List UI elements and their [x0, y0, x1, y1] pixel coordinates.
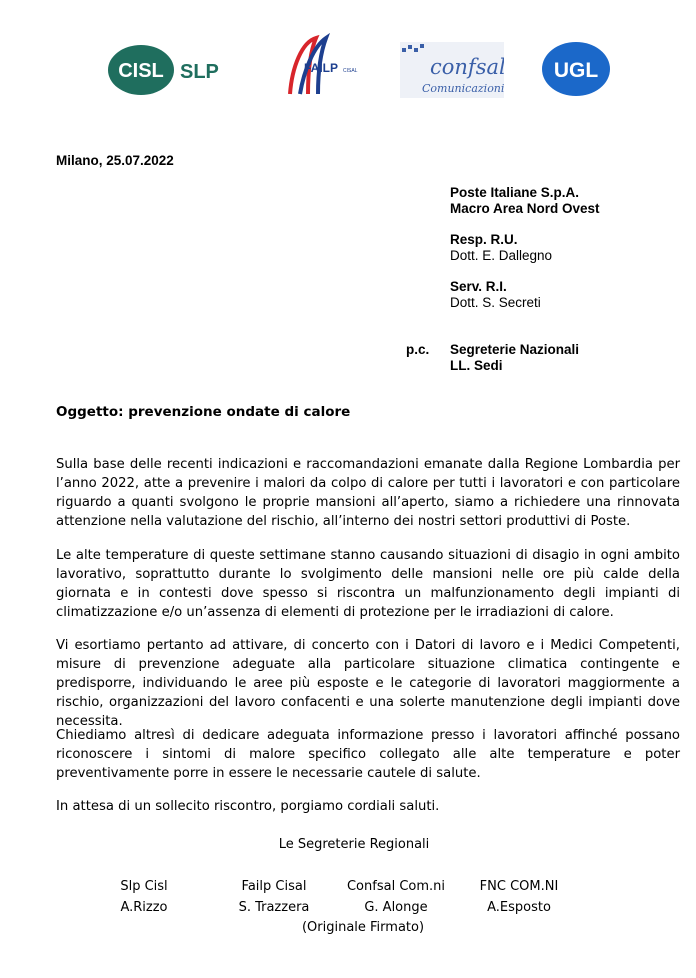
pc-label: p.c. [406, 342, 430, 357]
recipients-block [450, 185, 670, 311]
serv-label: Serv. R.I. [450, 279, 507, 294]
paragraph-1: Sulla base delle recenti indicazioni e raccomandazioni emanate dalla Regione Lombardia per l’anno 2022, atte a prevenire i malori da colpo di calore per tutti i lavoratori e con particolare riguardo a quanti svolgono le proprie mansioni all’aperto, siamo a richiedere una rinnovata attenzione nella valutazione del rischio, all’interno dei nostri settori produttivi di Poste. [56, 457, 680, 529]
confsal-comunicazioni-logo [400, 42, 504, 98]
ugl-logo [540, 40, 612, 98]
signature-name: G. Alonge [364, 900, 428, 915]
signature-name: S. Trazzera [238, 900, 310, 915]
signature-name: A.Esposto [487, 900, 551, 915]
slp-logo-text: SLP [180, 61, 219, 83]
ugl-logo-text: UGL [553, 59, 599, 82]
recipient-company: Poste Italiane S.p.A. [450, 185, 580, 200]
cisl-slp-logo [106, 40, 224, 100]
signature-slp-cisl [84, 876, 204, 918]
original-signed-note: (Originale Firmato) [301, 920, 425, 935]
signature-org: FNC COM.NI [479, 879, 559, 894]
signature-org: Confsal Com.ni [346, 879, 445, 894]
paragraph-2: Le alte temperature di queste settimane stanno causando situazioni di disagio in ogni ambito lavorativo, soprattutto durante lo svolgimento delle mansioni nelle ore più calde della giornata e in contesti dove spesso si riscontra un malfunzionamento degli impianti di climatizzazione e/o un’assenza di elementi di protezione per le irradiazioni di calore. [56, 548, 680, 620]
confsal-logo-text: confsal [430, 55, 504, 79]
signatures-heading: Le Segreterie Regionali [278, 837, 430, 852]
failp-logo-subtext: CISAL [343, 68, 358, 74]
closing-line: In attesa di un sollecito riscontro, porgiamo cordiali saluti. [56, 799, 440, 814]
pc-line-2: LL. Sedi [450, 358, 503, 373]
subject-line: Oggetto: prevenzione ondate di calore [56, 404, 351, 420]
signature-failp-cisal [214, 876, 334, 918]
paragraph-4: Chiediamo altresì di dedicare adeguata informazione presso i lavoratori affinché possano riconoscere i sintomi di malore specifico collegato alle alte temperature e poter preventivamente porre in essere le necessarie cautele di salute. [56, 728, 680, 781]
cisl-logo-text: CISL [118, 60, 164, 82]
signature-confsal [336, 876, 456, 918]
failp-logo-text: FAILP [304, 61, 339, 75]
failp-cisal-logo [282, 32, 362, 102]
signature-name: A.Rizzo [120, 900, 168, 915]
resp-label: Resp. R.U. [450, 232, 518, 247]
resp-name: Dott. E. Dallegno [450, 248, 553, 263]
serv-name: Dott. S. Secreti [450, 295, 541, 310]
signature-fnc [459, 876, 579, 918]
recipient-area: Macro Area Nord Ovest [450, 201, 600, 216]
signature-org: Failp Cisal [241, 879, 307, 894]
signature-org: Slp Cisl [120, 879, 168, 894]
paragraph-3: Vi esortiamo pertanto ad attivare, di concerto con i Datori di lavoro e i Medici Competenti, misure di prevenzione adeguate alla particolare situazione climatica contingente e predisporre, individuando le aree più esposte e le categorie di lavoratori maggiormente a rischio, organizzazioni del lavoro confacenti e una solerte manutenzione degli impianti dove necessita. [56, 638, 680, 729]
date-line: Milano, 25.07.2022 [56, 153, 174, 168]
pc-line-1: Segreterie Nazionali [450, 342, 580, 357]
pc-recipients [450, 342, 670, 374]
confsal-logo-subtext: Comunicazioni [422, 82, 504, 95]
